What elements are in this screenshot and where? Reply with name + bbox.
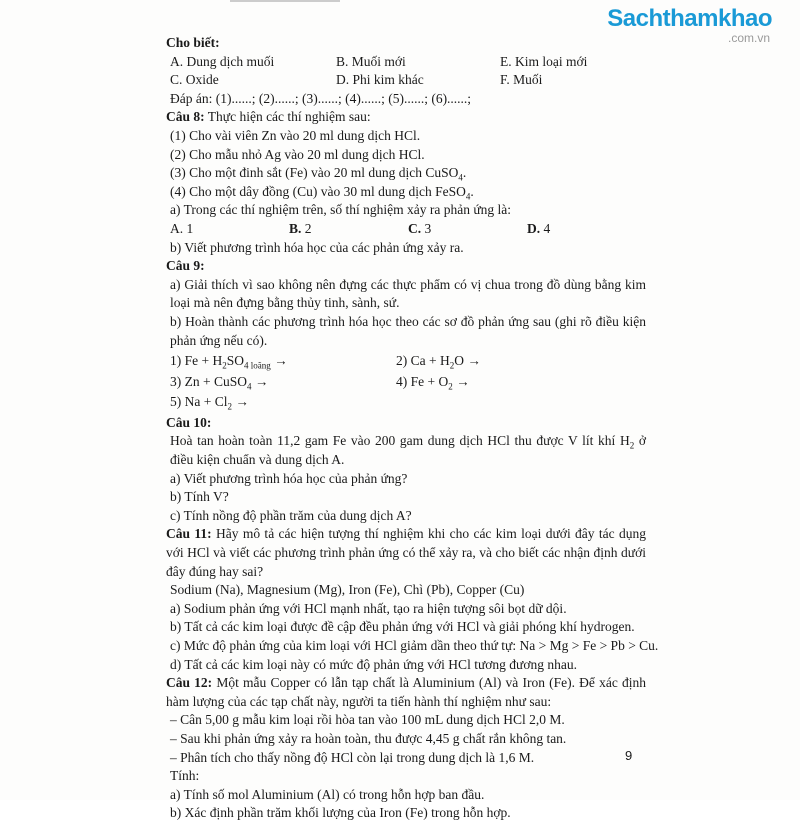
question-stem: Một mẫu Copper có lẫn tạp chất là Aluminium (Al) và Iron (Fe). Để xác định hàm lượng của các tạp chất này, người ta tiến hành thí nghiệm như sau: <box>166 675 646 709</box>
subscript: 2 <box>222 360 227 371</box>
q8-choices <box>166 220 646 239</box>
q9-part-a: a) Giải thích vì sao không nên đựng các thực phẩm có vị chua trong đồ dùng bằng kim loại mà nên đựng bằng thủy tinh, sành, sứ. <box>170 276 646 311</box>
stem-text: ở điều kiện chuẩn và dung dịch A. <box>170 433 647 468</box>
choice-value: 4 <box>540 220 551 236</box>
eq-text: 3) Zn + CuSO <box>170 373 247 389</box>
q11-part-a: a) Sodium phản ứng với HCl mạnh nhất, tạo ra hiện tượng sôi bọt dữ dội. <box>170 600 567 616</box>
q8-part-b: b) Viết phương trình hóa học của các phản ứng xảy ra. <box>170 239 464 255</box>
q8-item-1: (1) Cho vài viên Zn vào 20 ml dung dịch HCl. <box>170 127 421 143</box>
eq-text: 5) Na + Cl <box>170 394 228 410</box>
equation-2 <box>396 352 481 371</box>
subscript: 2 <box>448 381 453 392</box>
given-options-row-1 <box>166 53 646 72</box>
choice-letter: D. <box>527 220 541 236</box>
q11-part-c: c) Mức độ phản ứng của kim loại với HCl giảm dần theo thứ tự: Na > Mg > Fe > Pb > Cu. <box>170 638 659 653</box>
given-options-row-2 <box>166 71 646 90</box>
q9-equations-row-2 <box>166 373 646 392</box>
q12-step-1: – Cân 5,00 g mẫu kim loại rồi hòa tan vào 100 mL dung dịch HCl 2,0 M. <box>170 712 565 728</box>
choice-a <box>170 220 289 239</box>
stem-text: Hoà tan hoàn toàn 11,2 gam Fe vào 200 gam dung dịch HCl thu được V lít khí H <box>170 433 630 449</box>
subscript: 4 <box>465 191 471 202</box>
given-option: F. Muối <box>500 72 543 88</box>
choice-letter: A. <box>170 220 184 236</box>
top-edge-line <box>230 0 340 2</box>
q12-part-b: b) Xác định phần trăm khối lượng của Iron (Fe) trong hỗn hợp. <box>170 805 511 821</box>
q12-part-a: a) Tính số mol Aluminium (Al) có trong hỗn hợp ban đầu. <box>170 786 485 802</box>
q9-part-b: b) Hoàn thành các phương trình hóa học theo các sơ đồ phản ứng sau (ghi rõ điều kiện phản ứng nếu có). <box>170 313 646 348</box>
arrow: → <box>231 394 249 410</box>
q8-part-a: a) Trong các thí nghiệm trên, số thí nghiệm xảy ra phản ứng là: <box>170 202 512 218</box>
given-option: C. Oxide <box>170 72 219 88</box>
q8-item-4 <box>166 183 646 202</box>
q9-equations-row-3 <box>166 393 646 412</box>
question-11 <box>166 525 646 581</box>
subscript: 4 loãng <box>244 360 271 371</box>
period: . <box>462 165 467 181</box>
arrow: → <box>452 373 470 389</box>
choice-letter: C. <box>408 220 422 236</box>
choice-letter: B. <box>289 220 302 236</box>
question-10-label: Câu 10: <box>166 414 212 430</box>
subscript: 4 <box>247 381 252 392</box>
equation-4 <box>396 373 470 392</box>
given-title: Cho biết: <box>166 35 220 50</box>
q8-item-3 <box>166 164 646 183</box>
choice-d <box>527 220 646 239</box>
choice-c <box>408 220 527 239</box>
q10-part-a: a) Viết phương trình hóa học của phản ứng? <box>170 470 408 486</box>
q11-metals: Sodium (Na), Magnesium (Mg), Iron (Fe), Chì (Pb), Copper (Cu) <box>170 582 525 598</box>
q8-item-3-text: (3) Cho một đinh sắt (Fe) vào 20 ml dung dịch CuSO <box>170 165 459 181</box>
question-label: Câu 12: <box>166 675 213 691</box>
page-number: 9 <box>625 748 633 763</box>
q10-part-b: b) Tính V? <box>170 489 229 505</box>
eq-text: 4) Fe + O <box>396 373 449 389</box>
eq-text: 2) Ca + H <box>396 353 450 369</box>
q8-item-2: (2) Cho mẫu nhỏ Ag vào 20 ml dung dịch HCl. <box>170 146 425 162</box>
eq-text: O → <box>454 353 481 369</box>
q11-part-b: b) Tất cả các kim loại được đề cập đều phản ứng với HCl và giải phóng khí hydrogen. <box>170 619 635 635</box>
q8-item-4-text: (4) Cho một dây đồng (Cu) vào 30 ml dung dịch FeSO <box>170 183 466 199</box>
q12-step-3: – Phân tích cho thấy nồng độ HCl còn lại trong dung dịch là 1,6 M. <box>170 749 535 765</box>
arrow: → <box>251 373 269 389</box>
choice-value: 3 <box>421 220 432 236</box>
q10-part-c: c) Tính nồng độ phần trăm của dung dịch A? <box>170 507 412 523</box>
q12-tinh: Tính: <box>170 768 200 784</box>
eq-text: 1) Fe + H <box>170 353 223 369</box>
given-option: E. Kim loại mới <box>500 53 588 69</box>
question-stem: Thực hiện các thí nghiệm sau: <box>204 109 371 125</box>
equation-3 <box>170 373 396 392</box>
q9-equations-row-1 <box>166 352 646 371</box>
question-stem: Hãy mô tả các hiện tượng thí nghiệm khi cho các kim loại dưới đây tác dụng với HCl và viết các phương trình phản ứng có thể xảy ra, và cho biết các nhận định dưới đây đúng hay sai? <box>166 526 646 579</box>
q12-step-2: – Sau khi phản ứng xảy ra hoàn toàn, thu được 4,45 g chất rắn không tan. <box>170 730 567 746</box>
q10-stem <box>166 432 646 469</box>
question-8 <box>166 108 646 127</box>
question-12 <box>166 674 646 711</box>
watermark-sub: .com.vn <box>727 31 770 45</box>
given-option: A. Dung dịch muối <box>170 53 275 69</box>
question-9-label: Câu 9: <box>166 258 205 274</box>
choice-value: 2 <box>301 220 312 236</box>
question-label: Câu 11: <box>166 526 212 542</box>
equation-5 <box>170 393 396 412</box>
subscript: 2 <box>449 360 455 371</box>
subscript: 2 <box>227 401 232 412</box>
equation-1 <box>170 352 396 371</box>
page-content <box>166 34 659 823</box>
choice-value: 1 <box>183 220 194 236</box>
choice-b <box>289 220 408 239</box>
given-option: B. Muối mới <box>336 53 406 69</box>
arrow: → <box>270 353 288 369</box>
subscript: 2 <box>629 441 635 452</box>
watermark-main: Sachthamkhao <box>607 5 772 32</box>
given-answer-line: Đáp án: (1)......; (2)......; (3)......; (4)......; (5)......; (6)......; <box>170 90 472 106</box>
eq-text: SO <box>226 353 244 369</box>
period: . <box>470 183 474 199</box>
question-label: Câu 8: <box>166 109 205 125</box>
q11-part-d: d) Tất cả các kim loại này có mức độ phản ứng với HCl tương đương nhau. <box>170 656 577 672</box>
given-option: D. Phi kim khác <box>336 72 424 88</box>
subscript: 4 <box>458 172 463 183</box>
